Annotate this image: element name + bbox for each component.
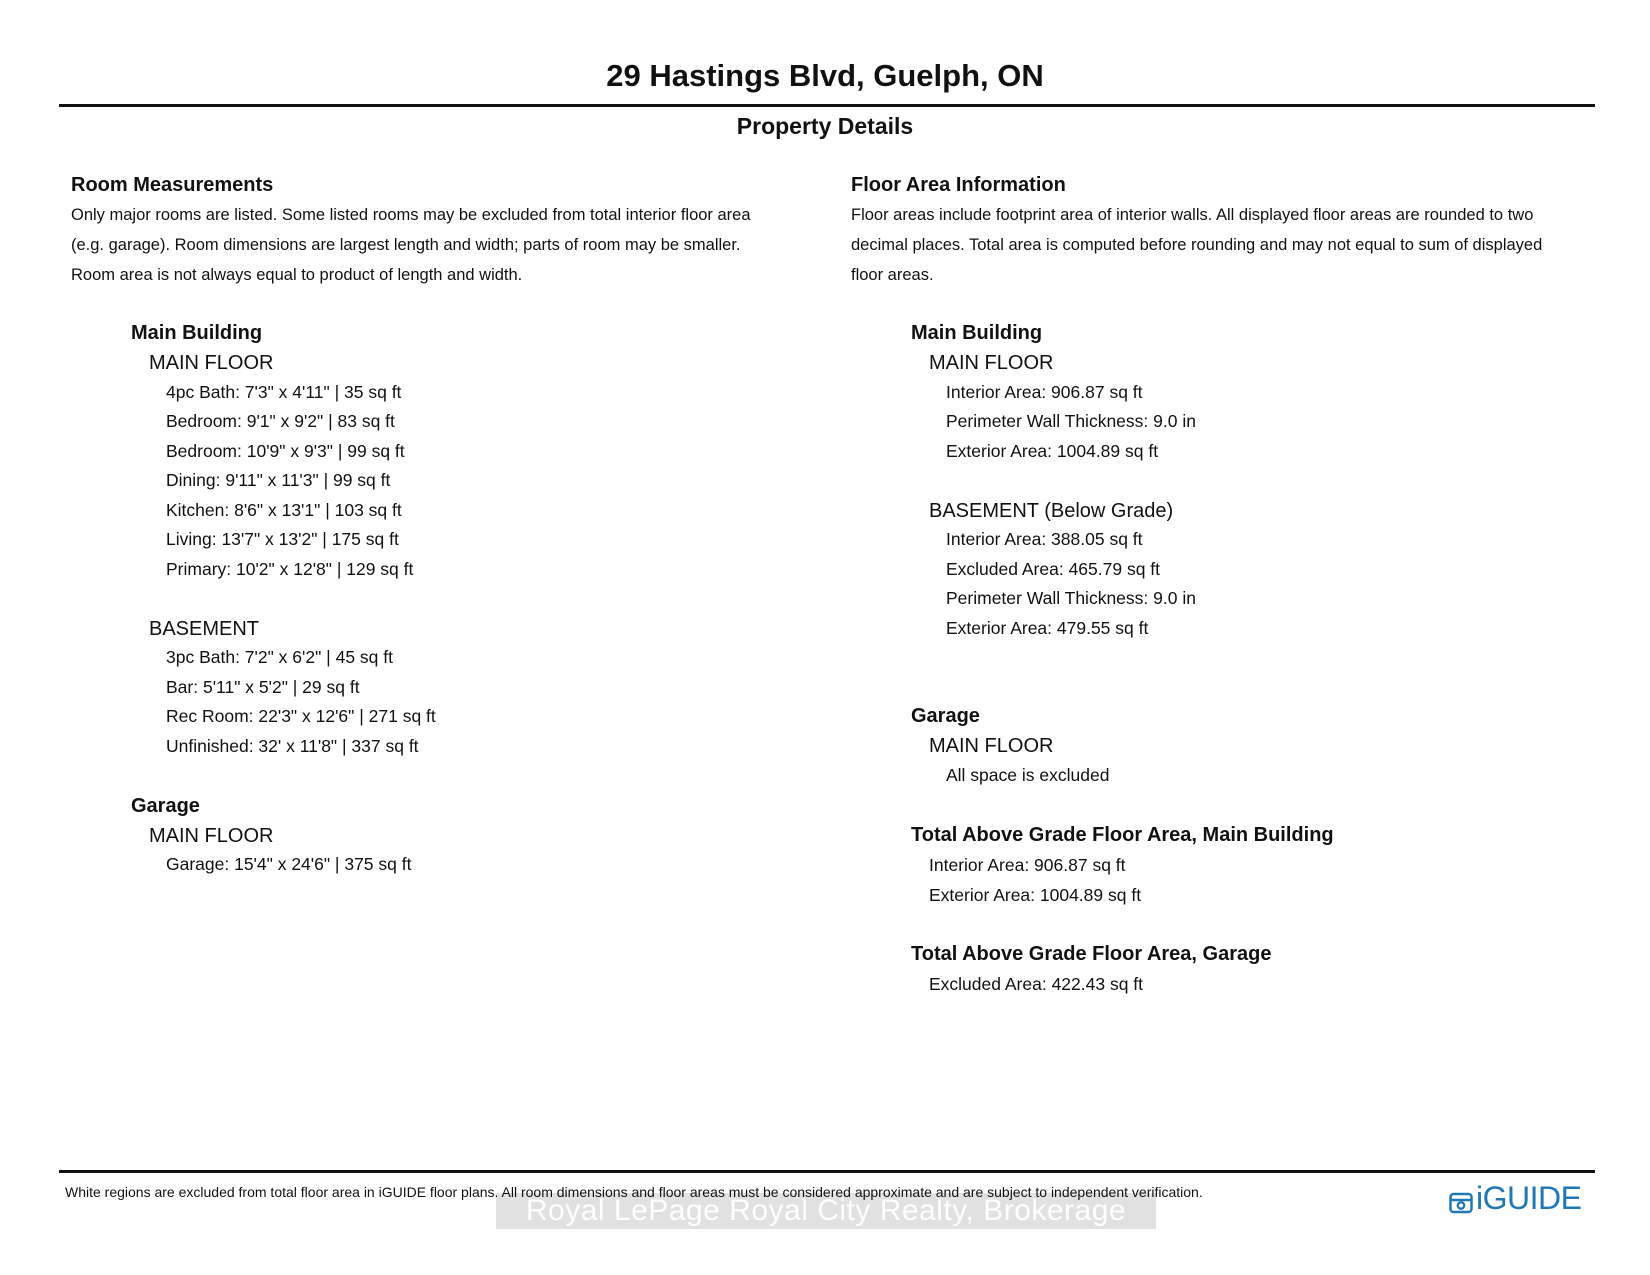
- total-garage: [851, 939, 1611, 999]
- area-item: Perimeter Wall Thickness: 9.0 in: [946, 411, 1196, 431]
- room-measurements-section: [71, 172, 811, 290]
- intro-line: Floor areas include footprint area of interior walls. All displayed floor areas are rounded to two: [851, 206, 1534, 224]
- area-item: Exterior Area: 1004.89 sq ft: [946, 440, 1159, 461]
- floor-area-heading: Floor Area Information: [851, 174, 1066, 196]
- building-label: Main Building: [131, 322, 263, 344]
- room-item: Primary: 10'2" x 12'8" | 129 sq ft: [166, 558, 414, 579]
- area-item: Perimeter Wall Thickness: 9.0 in: [946, 588, 1196, 608]
- building-label: Garage: [131, 794, 200, 817]
- title-rule: [59, 104, 1595, 107]
- room-measurements-heading: Room Measurements: [71, 174, 274, 196]
- footer-rule: [59, 1170, 1595, 1173]
- room-item: Kitchen: 8'6" x 13'1" | 103 sq ft: [166, 499, 402, 520]
- floor-area-intro: [851, 200, 1611, 290]
- area-item: Exterior Area: 479.55 sq ft: [946, 617, 1149, 638]
- floor-label: MAIN FLOOR: [929, 352, 1054, 374]
- intro-line: decimal places. Total area is computed before rounding and may not equal to sum of displayed: [851, 236, 1543, 254]
- footer-note: White regions are excluded from total floor area in iGUIDE floor plans. All room dimensions and floor areas must be considered approximate and are subject to independent verification.: [65, 1184, 1203, 1200]
- area-item: Interior Area: 906.87 sq ft: [929, 855, 1126, 875]
- room-item: Bar: 5'11" x 5'2" | 29 sq ft: [166, 676, 360, 697]
- area-item: Interior Area: 906.87 sq ft: [946, 381, 1143, 402]
- floor-area-section: [851, 172, 1611, 290]
- room-item: Living: 13'7" x 13'2" | 175 sq ft: [166, 529, 399, 549]
- room-item: Garage: 15'4" x 24'6" | 375 sq ft: [166, 854, 412, 874]
- intro-line: Room area is not always equal to product of length and width.: [71, 266, 523, 284]
- area-item: Excluded Area: 465.79 sq ft: [946, 558, 1161, 579]
- camera-icon: [1449, 1186, 1473, 1210]
- building-label: Garage: [911, 705, 980, 727]
- floor-label: MAIN FLOOR: [149, 352, 274, 374]
- room-item: 4pc Bath: 7'3" x 4'11" | 35 sq ft: [166, 381, 402, 402]
- building-label: Main Building: [911, 322, 1043, 344]
- area-item: Excluded Area: 422.43 sq ft: [929, 974, 1144, 994]
- room-item: Rec Room: 22'3" x 12'6" | 271 sq ft: [166, 706, 436, 726]
- page-title: 29 Hastings Blvd, Guelph, ON: [606, 58, 1044, 93]
- floor-label: BASEMENT: [149, 617, 260, 640]
- brand-name: iGUIDE: [1476, 1179, 1582, 1216]
- total-main-building: [851, 820, 1611, 909]
- room-item: Unfinished: 32' x 11'8" | 337 sq ft: [166, 735, 419, 756]
- page-subtitle: Property Details: [736, 113, 914, 139]
- room-item: Bedroom: 10'9" x 9'3" | 99 sq ft: [166, 440, 405, 461]
- area-garage: [851, 701, 1611, 790]
- area-item: Interior Area: 388.05 sq ft: [946, 529, 1143, 549]
- floor-label: MAIN FLOOR: [929, 735, 1054, 757]
- area-item: All space is excluded: [946, 764, 1110, 785]
- area-item: Exterior Area: 1004.89 sq ft: [929, 884, 1142, 905]
- room-item: Dining: 9'11" x 11'3" | 99 sq ft: [166, 470, 391, 490]
- brokerage-watermark: Royal LePage Royal City Realty, Brokerage: [496, 1193, 1156, 1229]
- rooms-main-building: [71, 318, 811, 880]
- total-label: Total Above Grade Floor Area, Garage: [911, 943, 1272, 965]
- intro-line: (e.g. garage). Room dimensions are largest length and width; parts of room may be smaller.: [71, 236, 741, 254]
- intro-line: floor areas.: [851, 266, 934, 284]
- iguide-logo: [1449, 1180, 1581, 1216]
- room-item: 3pc Bath: 7'2" x 6'2" | 45 sq ft: [166, 647, 393, 667]
- total-label: Total Above Grade Floor Area, Main Building: [911, 824, 1334, 846]
- floor-label: BASEMENT (Below Grade): [929, 499, 1174, 522]
- intro-line: Only major rooms are listed. Some listed rooms may be excluded from total interior floor area: [71, 206, 751, 224]
- room-item: Bedroom: 9'1" x 9'2" | 83 sq ft: [166, 411, 395, 431]
- floor-label: MAIN FLOOR: [149, 824, 274, 847]
- area-main-building: [851, 318, 1611, 643]
- room-measurements-intro: [71, 200, 811, 290]
